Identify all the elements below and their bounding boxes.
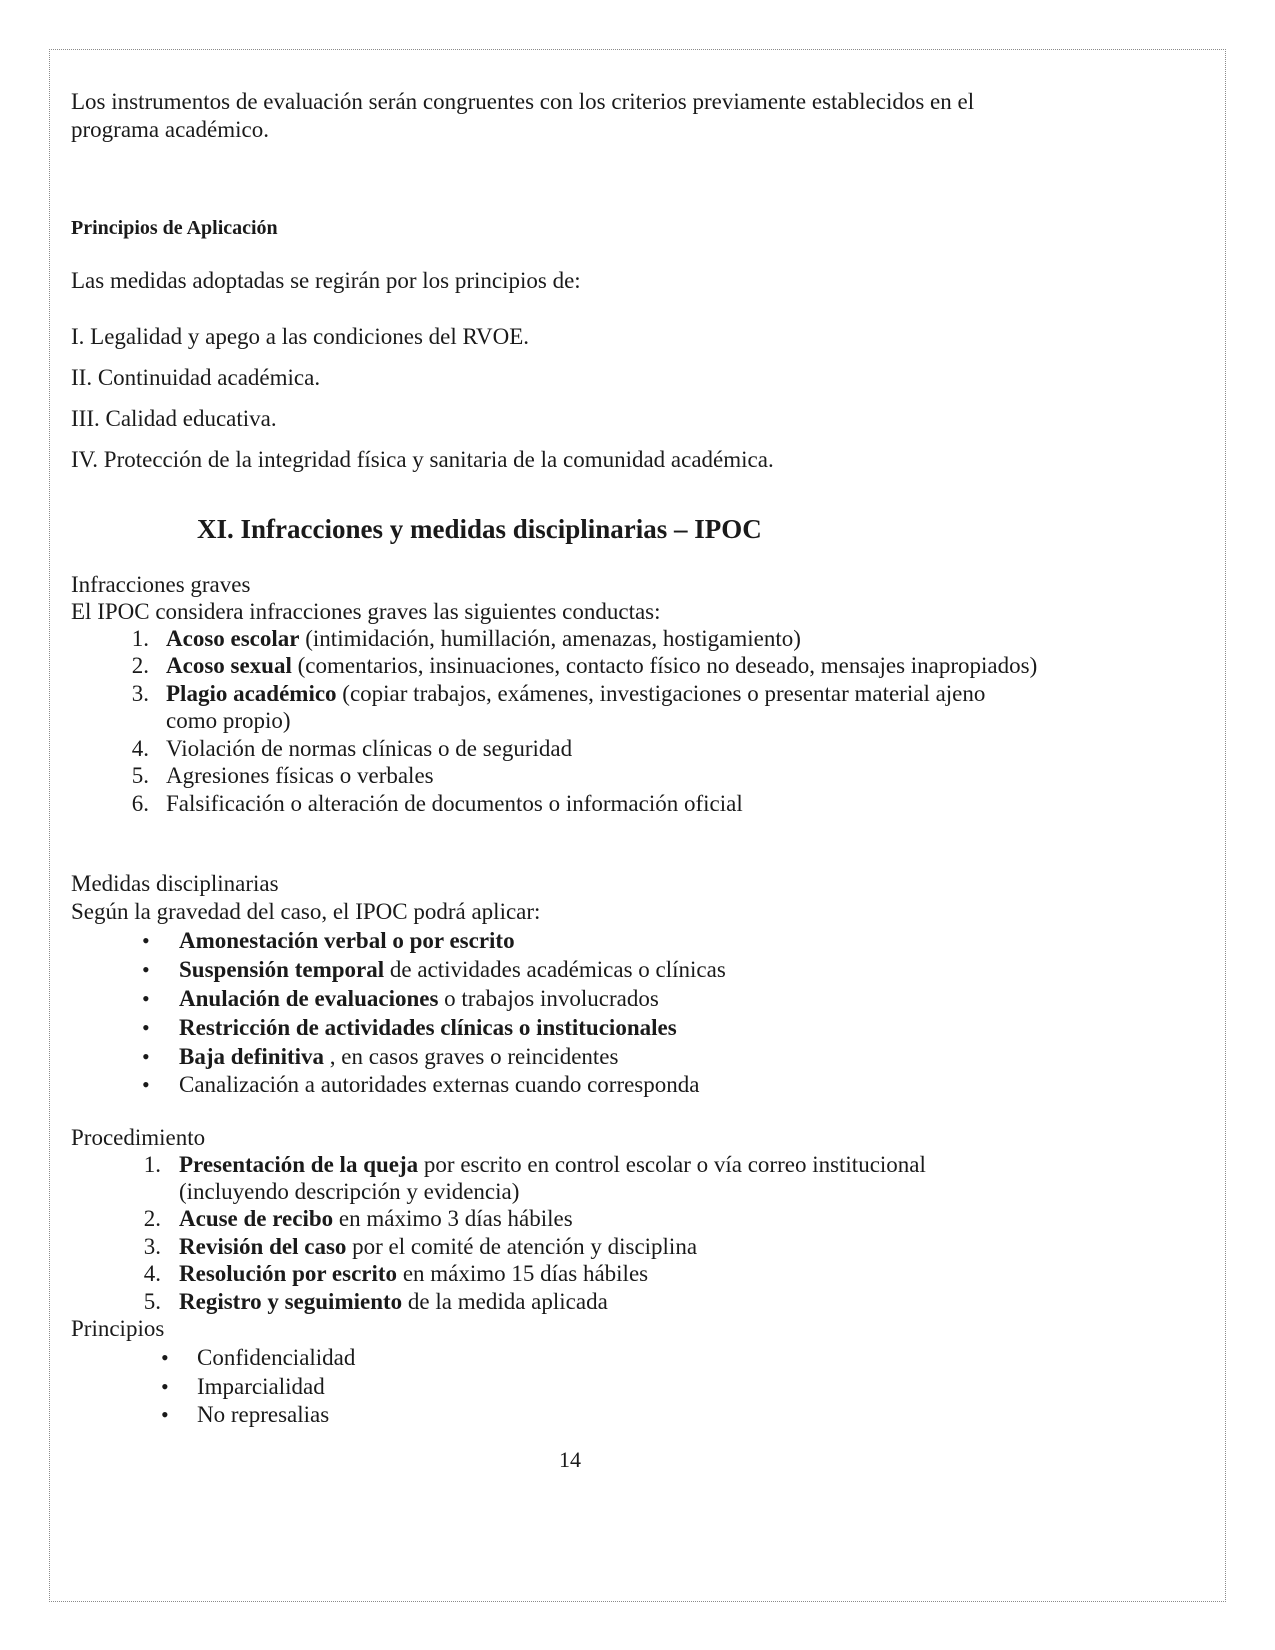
principios-heading: Principios <box>71 1316 165 1341</box>
list-item: Presentación de la queja por escrito en control escolar o vía correo institucional <box>179 1152 926 1177</box>
list-item: Amonestación verbal o por escrito <box>179 928 515 953</box>
bullet-icon: • <box>142 1044 150 1069</box>
list-item: Resolución por escrito en máximo 15 días hábiles <box>179 1261 649 1286</box>
infracciones-heading: Infracciones graves <box>71 572 251 597</box>
list-item: Imparcialidad <box>197 1374 325 1399</box>
list-number: 5. <box>143 1289 161 1314</box>
list-item: Plagio académico (copiar trabajos, exámenes, investigaciones o presentar material ajeno <box>166 681 986 706</box>
list-item: Anulación de evaluaciones o trabajos involucrados <box>179 986 659 1011</box>
intro-line-2: programa académico. <box>71 117 269 142</box>
procedimiento-heading: Procedimiento <box>71 1125 206 1150</box>
bullet-icon: • <box>161 1374 169 1399</box>
list-item: Baja definitiva , en casos graves o reincidentes <box>179 1044 619 1069</box>
principio-item: III. Calidad educativa. <box>71 406 277 431</box>
medidas-lead: Según la gravedad del caso, el IPOC podrá aplicar: <box>71 899 541 924</box>
list-number: 4. <box>143 1261 161 1286</box>
bullet-icon: • <box>142 957 150 982</box>
list-number: 3. <box>143 1234 161 1259</box>
list-item: Agresiones físicas o verbales <box>166 763 434 788</box>
list-item: Restricción de actividades clínicas o institucionales <box>179 1015 677 1040</box>
principios-aplicacion-lead: Las medidas adoptadas se regirán por los principios de: <box>71 268 581 293</box>
list-number: 2. <box>131 653 149 678</box>
principio-item: II. Continuidad académica. <box>71 365 321 390</box>
list-item: Acoso escolar (intimidación, humillación, amenazas, hostigamiento) <box>166 626 801 651</box>
list-item: No represalias <box>197 1402 330 1427</box>
bullet-icon: • <box>161 1345 169 1370</box>
list-item: Falsificación o alteración de documentos o información oficial <box>166 791 743 816</box>
intro-line-1: Los instrumentos de evaluación serán congruentes con los criterios previamente establecidos en el <box>71 89 975 114</box>
list-item-continuation: (incluyendo descripción y evidencia) <box>179 1179 520 1204</box>
list-number: 4. <box>131 736 149 761</box>
bullet-icon: • <box>161 1402 169 1427</box>
list-number: 2. <box>143 1206 161 1231</box>
principios-aplicacion-heading: Principios de Aplicación <box>71 217 278 239</box>
list-item: Canalización a autoridades externas cuando corresponda <box>179 1072 700 1097</box>
list-item-continuation: como propio) <box>166 708 291 733</box>
principio-item: IV. Protección de la integridad física y sanitaria de la comunidad académica. <box>71 447 774 472</box>
bullet-icon: • <box>142 986 150 1011</box>
page-number: 14 <box>559 1447 581 1472</box>
list-item: Acoso sexual (comentarios, insinuaciones, contacto físico no deseado, mensajes inapropiados) <box>166 653 1038 678</box>
list-item: Revisión del caso por el comité de atención y disciplina <box>179 1234 698 1259</box>
bullet-icon: • <box>142 1072 150 1097</box>
medidas-heading: Medidas disciplinarias <box>71 871 279 896</box>
infracciones-lead: El IPOC considera infracciones graves las siguientes conductas: <box>71 599 661 624</box>
list-item: Suspensión temporal de actividades académicas o clínicas <box>179 957 726 982</box>
list-number: 1. <box>143 1152 161 1177</box>
section-title: XI. Infracciones y medidas disciplinarias – IPOC <box>197 514 762 544</box>
list-number: 1. <box>131 626 149 651</box>
bullet-icon: • <box>142 1015 150 1040</box>
list-item: Registro y seguimiento de la medida aplicada <box>179 1289 608 1314</box>
principio-item: I. Legalidad y apego a las condiciones del RVOE. <box>71 324 530 349</box>
list-number: 3. <box>131 681 149 706</box>
bullet-icon: • <box>142 928 150 953</box>
list-item: Violación de normas clínicas o de seguridad <box>166 736 573 761</box>
list-number: 5. <box>131 763 149 788</box>
list-number: 6. <box>131 791 149 816</box>
list-item: Acuse de recibo en máximo 3 días hábiles <box>179 1206 573 1231</box>
list-item: Confidencialidad <box>197 1345 356 1370</box>
